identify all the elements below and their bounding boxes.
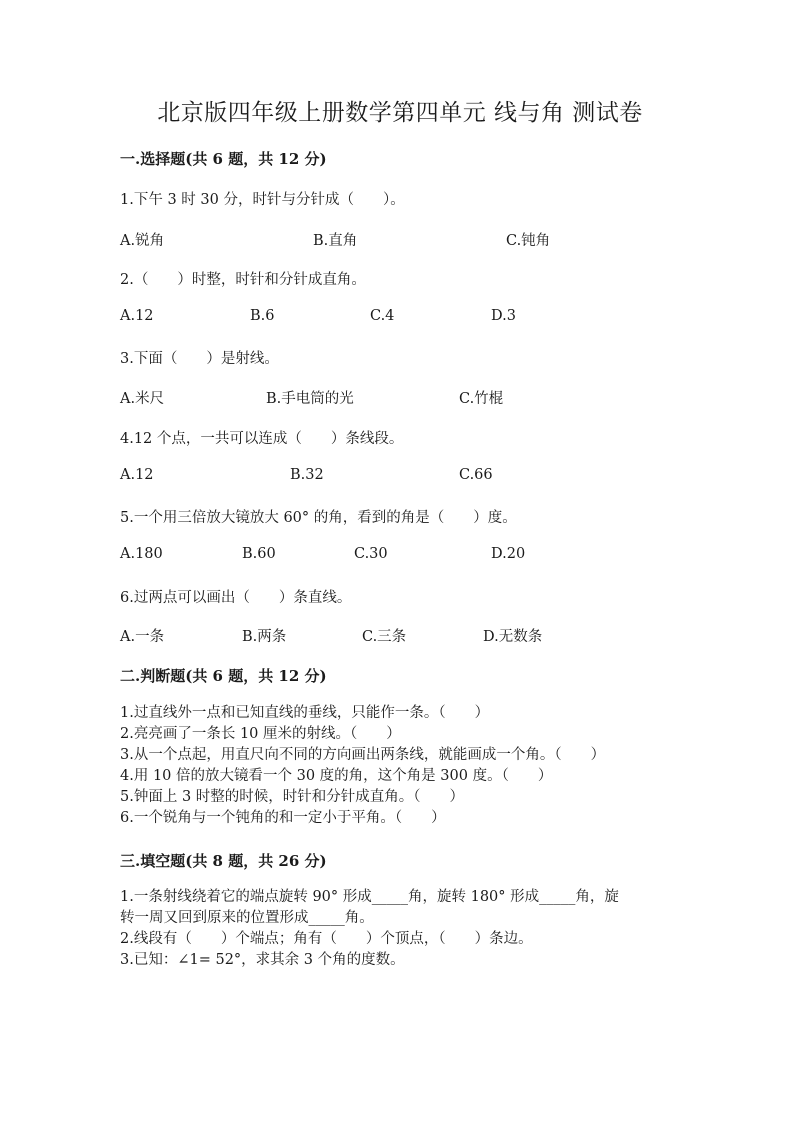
judgement-item: 4.用 10 倍的放大镜看一个 30 度的角，这个角是 300 度。（ ） <box>120 768 553 784</box>
judgement-item: 3.从一个点起，用直尺向不同的方向画出两条线，就能画成一个角。（ ） <box>120 747 606 763</box>
judgement-item: 6.一个锐角与一个钝角的和一定小于平角。（ ） <box>120 810 446 826</box>
section-heading-fill-in: 三.填空题(共 8 题，共 26 分) <box>120 852 327 870</box>
page-title: 北京版四年级上册数学第四单元 线与角 测试卷 <box>157 100 643 126</box>
fill-in-item: 2.线段有（ ）个端点；角有（ ）个顶点，（ ）条边。 <box>120 931 533 947</box>
option: C.30 <box>354 546 388 562</box>
option: C.竹棍 <box>459 391 504 407</box>
section-heading-choice: 一.选择题(共 6 题，共 12 分) <box>120 150 327 168</box>
option: B.60 <box>242 546 276 562</box>
option: A.一条 <box>120 629 165 645</box>
option: B.手电筒的光 <box>266 391 354 407</box>
question-3: 3.下面（ ）是射线。 <box>120 351 279 367</box>
option: A.12 <box>120 308 154 324</box>
fill-in-item-continuation: 转一周又回到原来的位置形成_____角。 <box>120 910 374 926</box>
option: A.米尺 <box>120 391 165 407</box>
option: D.3 <box>491 308 516 324</box>
option: D.20 <box>491 546 526 562</box>
option: D.无数条 <box>483 629 543 645</box>
section-heading-judgement: 二.判断题(共 6 题，共 12 分) <box>120 667 327 685</box>
option: C.三条 <box>362 629 407 645</box>
question-4: 4.12 个点，一共可以连成（ ）条线段。 <box>120 431 404 447</box>
option: A.12 <box>120 467 154 483</box>
option: B.两条 <box>242 629 287 645</box>
fill-in-item: 1.一条射线绕着它的端点旋转 90° 形成_____角，旋转 180° 形成_____角，旋 <box>120 889 619 905</box>
question-6: 6.过两点可以画出（ ）条直线。 <box>120 590 352 606</box>
judgement-item: 2.亮亮画了一条长 10 厘米的射线。（ ） <box>120 726 401 742</box>
option: C.4 <box>370 308 395 324</box>
question-5: 5.一个用三倍放大镜放大 60° 的角，看到的角是（ ）度。 <box>120 510 517 526</box>
fill-in-item: 3.已知：∠1= 52°，求其余 3 个角的度数。 <box>120 952 405 968</box>
option: C.钝角 <box>506 233 551 249</box>
judgement-item: 1.过直线外一点和已知直线的垂线，只能作一条。（ ） <box>120 705 490 721</box>
option: A.180 <box>120 546 163 562</box>
option: B.6 <box>250 308 275 324</box>
option: B.直角 <box>313 233 358 249</box>
question-1: 1.下午 3 时 30 分，时针与分针成（ ）。 <box>120 192 405 208</box>
question-2: 2.（ ）时整，时针和分针成直角。 <box>120 272 366 288</box>
option: B.32 <box>290 467 324 483</box>
option: C.66 <box>459 467 493 483</box>
option: A.锐角 <box>120 233 165 249</box>
judgement-item: 5.钟面上 3 时整的时候，时针和分针成直角。（ ） <box>120 789 465 805</box>
